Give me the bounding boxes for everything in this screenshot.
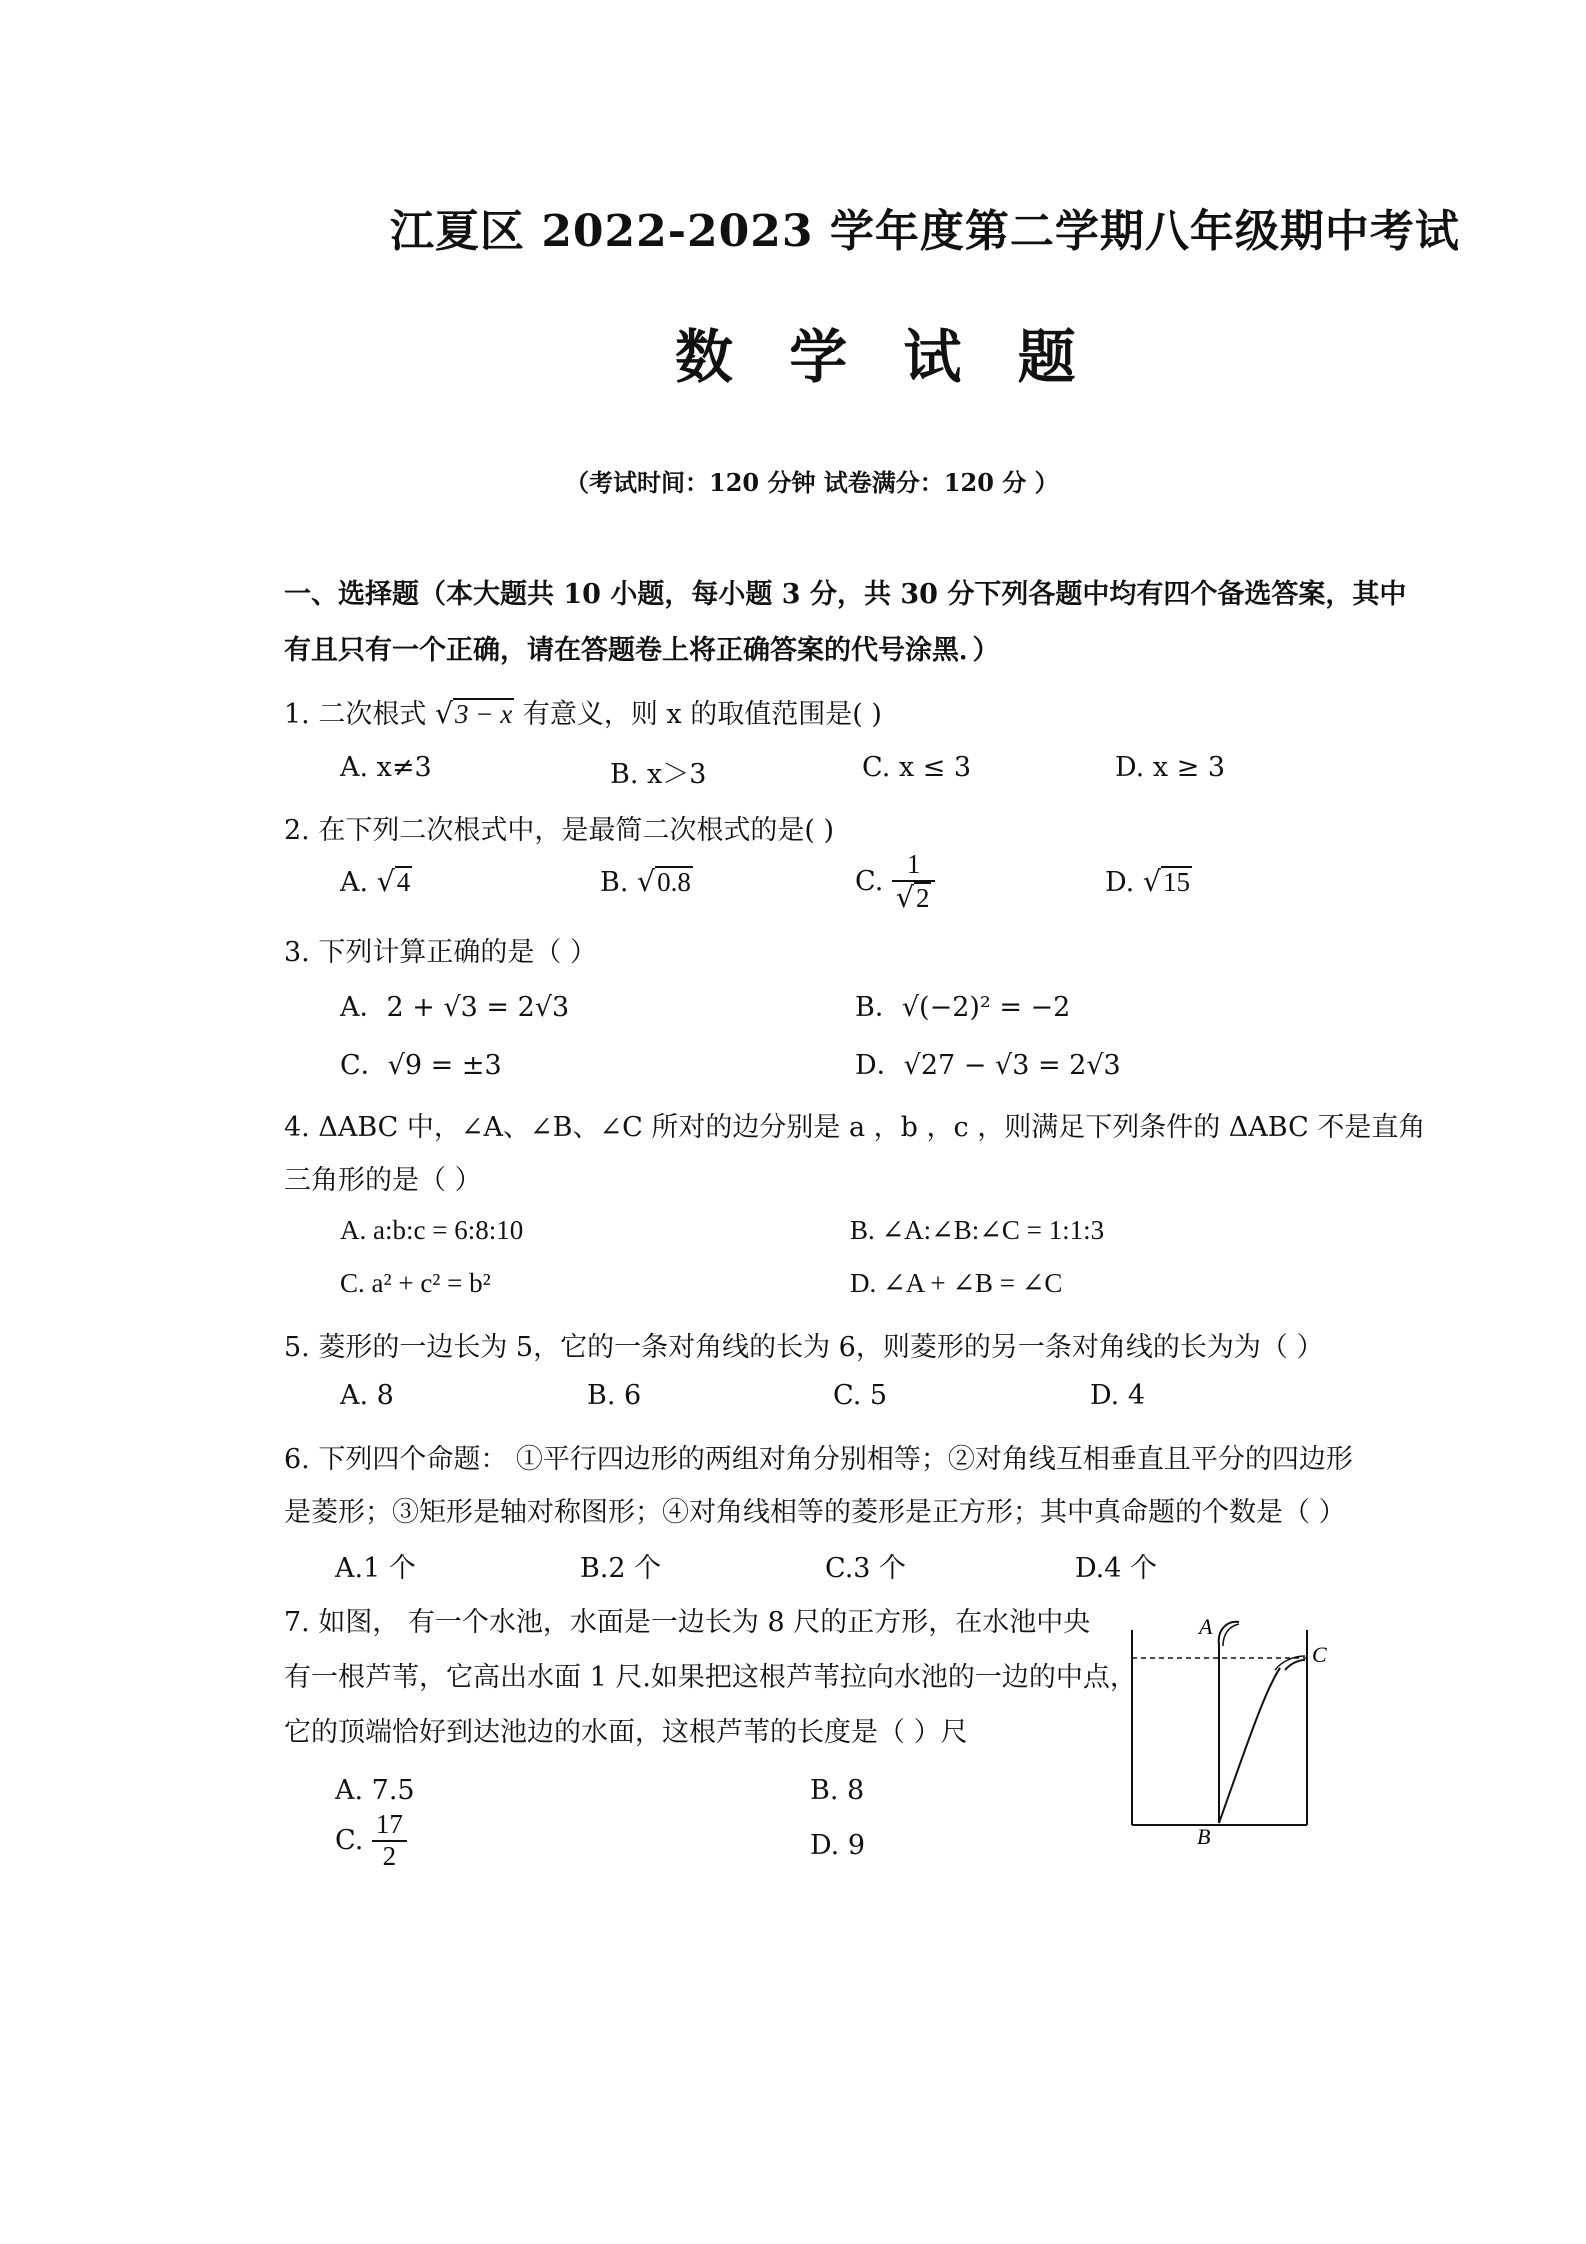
q5-stem: 5. 菱形的一边长为 5，它的一条对角线的长为 6，则菱形的另一条对角线的长为为（ ） [284,1332,1324,1363]
q4-option-d: D. ∠A + ∠B = ∠C [850,1268,1063,1298]
q5-option-b: B. 6 [587,1380,642,1411]
q1-stem: 1. 二次根式 √3 − x 有意义，则 x 的取值范围是( ) [284,697,882,730]
subject-title: 数 学 试 题 [675,323,1094,391]
q7-option-a: A. 7.5 [335,1775,415,1806]
figure-label-a: A [1199,1614,1213,1639]
q6-line2: 是菱形；③矩形是轴对称图形；④对角线相等的菱形是正方形；其中真命题的个数是（ ） [284,1497,1346,1528]
q3-option-b: B．√(−2)² = −2 [855,992,1071,1023]
q3-option-a: A．2 + √3 = 2√3 [340,992,570,1023]
q2-stem: 2. 在下列二次根式中，是最简二次根式的是( ) [284,815,834,846]
q6-option-d: D.4 个 [1075,1553,1158,1584]
q1-option-d: D. x ≥ 3 [1115,752,1226,783]
exam-title: 江夏区 2022-2023 学年度第二学期八年级期中考试 [390,206,1460,257]
q1-post: 有意义，则 x 的取值范围是( ) [522,699,882,730]
exam-info: （考试时间：120 分钟 试卷满分：120 分 ） [565,468,1059,497]
q6-option-a: A.1 个 [335,1553,416,1584]
figure-label-b: B [1197,1824,1211,1849]
q4-option-c: C. a² + c² = b² [340,1268,491,1298]
q7-line1: 7. 如图， 有一个水池，水面是一边长为 8 尺的正方形，在水池中央 [284,1607,1091,1638]
q1-option-a: A. x≠3 [340,752,432,783]
q7-option-c: C. $\frac{17}{2}$ [335,1810,407,1871]
q6-option-c: C.3 个 [825,1553,907,1584]
section-heading-line1: 一、选择题（本大题共 10 小题，每小题 3 分，共 30 分下列各题中均有四个备选答案，其中 [284,579,1407,610]
q1-pre: 二次根式 [318,699,427,730]
q4-line1: 4. ΔABC 中，∠A、∠B、∠C 所对的边分别是 a ，b ，c ，则满足下列条件的 ΔABC 不是直角 [284,1112,1426,1143]
q5-option-a: A. 8 [340,1380,394,1411]
q5-option-c: C. 5 [833,1380,888,1411]
q3-option-d: D．√27 − √3 = 2√3 [855,1050,1121,1081]
q3-option-c: C．√9 = ±3 [340,1050,502,1081]
figure-label-c: C [1312,1642,1327,1667]
q1-option-c: C. x ≤ 3 [862,752,972,783]
q2-option-a: A. √4 [340,865,411,898]
q7-line2: 有一根芦苇，它高出水面 1 尺.如果把这根芦苇拉向水池的一边的中点， [284,1662,1137,1693]
q7-option-b: B. 8 [810,1775,865,1806]
q3-stem: 3. 下列计算正确的是（ ） [284,937,597,968]
q4-option-b: B. ∠A:∠B:∠C = 1:1:3 [850,1215,1105,1245]
pond-reed-figure [1115,1600,1335,1850]
q7-option-d: D. 9 [810,1830,866,1861]
q4-option-a: A. a:b:c = 6:8:10 [340,1215,524,1245]
q2-option-d: D. √15 [1105,865,1190,898]
q5-option-d: D. 4 [1090,1380,1146,1411]
q1-radicand: 3 − x [455,699,513,729]
q6-line1: 6. 下列四个命题： ①平行四边形的两组对角分别相等；②对角线互相垂直且平分的四边形 [284,1444,1353,1475]
q6-option-b: B.2 个 [580,1553,662,1584]
q1-number: 1. [284,699,310,730]
q1-option-b: B. x＞3 [610,759,707,790]
q2-option-c: C. $\frac{1}{√2}$ [855,850,935,913]
section-heading-line2: 有且只有一个正确，请在答题卷上将正确答案的代号涂黑．） [284,635,1000,666]
q7-line3: 它的顶端恰好到达池边的水面，这根芦苇的长度是（ ）尺 [284,1717,968,1748]
q2-option-b: B. √0.8 [600,865,691,898]
q4-line2: 三角形的是（ ） [284,1165,482,1196]
